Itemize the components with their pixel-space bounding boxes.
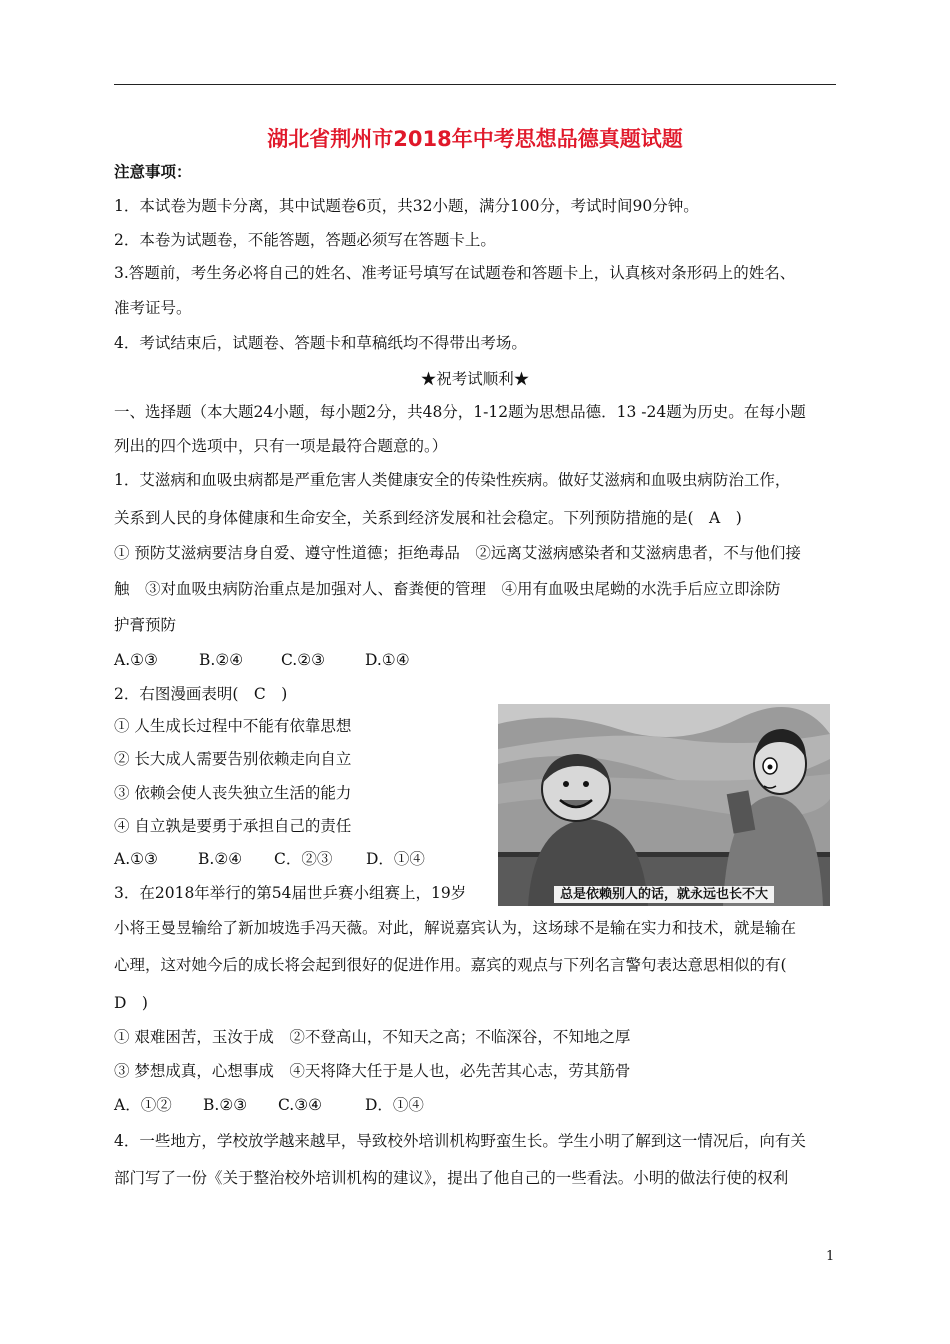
q4-line: 4．一些地方，学校放学越来越早，导致校外培训机构野蛮生长。学生小明了解到这一情况后，向有关 [114,1132,806,1150]
notice-item: 3.答题前，考生务必将自己的姓名、准考证号填写在试题卷和答题卡上，认真核对条形码上的姓名、 [114,264,796,282]
q3-line: 3．在2018年举行的第54届世乒赛小组赛上，19岁 [114,884,467,902]
q4-line: 部门写了一份《关于整治校外培训机构的建议》，提出了他自己的一些看法。小明的做法行使的权利 [114,1169,789,1187]
notice-item: 2．本卷为试题卷，不能答题，答题必须写在答题卡上。 [114,231,496,249]
option-c: C.②③ [281,651,326,669]
q3-line: ③ 梦想成真，心想事成 ④天将降大任于是人也，必先苦其心志，劳其筋骨 [114,1062,631,1080]
option-b: B.②④ [199,651,244,669]
option-a: A.①③ [114,850,158,868]
q2-stem: 2．右图漫画表明( C ) [114,685,288,703]
q1-line: 1．艾滋病和血吸虫病都是严重危害人类健康安全的传染性疾病。做好艾滋病和血吸虫病防治工作， [114,471,791,489]
q2-item: ③ 依赖会使人丧失独立生活的能力 [114,784,352,802]
q1-line: 触 ③对血吸虫病防治重点是加强对人、畜粪便的管理 ④用有血吸虫尾蚴的水洗手后应立即涂防 [114,580,781,598]
option-d: D.①④ [365,651,410,669]
option-c: C.③④ [278,1096,323,1114]
notice-item: 准考证号。 [114,299,192,317]
q3-line: ① 艰难困苦，玉汝于成 ②不登高山，不知天之高；不临深谷，不知地之厚 [114,1028,631,1046]
notice-heading: 注意事项： [114,163,192,181]
option-c: C．②③ [274,850,333,868]
option-a: A.①③ [114,651,158,669]
option-b: B.②④ [198,850,243,868]
q1-line: 护膏预防 [114,616,177,634]
notice-item: 1．本试卷为题卡分离，其中试题卷6页，共32小题，满分100分，考试时间90分钟。 [114,197,699,215]
q1-options [114,650,410,670]
q2-item: ① 人生成长过程中不能有依靠思想 [114,717,352,735]
q3-options [114,1095,424,1115]
q2-options [114,849,425,869]
q3-line: 心理，这对她今后的成长将会起到很好的促进作用。嘉宾的观点与下列名言警句表达意思相似的有( [114,956,787,974]
blessing: ★祝考试顺利★ [420,370,530,388]
option-a: A．①② [114,1096,172,1114]
page-number: 1 [826,1249,835,1264]
section-heading: 一、选择题（本大题24小题，每小题2分，共48分，1-12题为思想品德．13 -24题为历史。在每小题 [114,403,806,421]
q2-item: ④ 自立孰是要勇于承担自己的责任 [114,817,352,835]
q1-line: ① 预防艾滋病要洁身自爱、遵守性道德；拒绝毒品 ②远离艾滋病感染者和艾滋病患者，不与他们接 [114,544,801,562]
q2-item: ② 长大成人需要告别依赖走向自立 [114,750,352,768]
cartoon-image [498,704,830,906]
option-d: D．①④ [366,850,425,868]
page-title: 湖北省荆州市2018年中考思想品德真题试题 [267,127,683,151]
option-b: B.②③ [203,1096,248,1114]
option-d: D．①④ [365,1096,424,1114]
cartoon-caption: 总是依赖别人的话，就永远也长不大 [498,883,830,902]
q3-line: 小将王曼昱输给了新加坡选手冯天薇。对此，解说嘉宾认为，这场球不是输在实力和技术，就是输在 [114,919,797,937]
q3-line: D ) [114,994,148,1012]
header-rule [114,84,836,85]
notice-item: 4．考试结束后，试题卷、答题卡和草稿纸均不得带出考场。 [114,334,527,352]
q1-line: 关系到人民的身体健康和生命安全，关系到经济发展和社会稳定。下列预防措施的是( A ) [114,509,742,527]
section-heading-cont: 列出的四个选项中，只有一项是最符合题意的。） [114,437,448,455]
